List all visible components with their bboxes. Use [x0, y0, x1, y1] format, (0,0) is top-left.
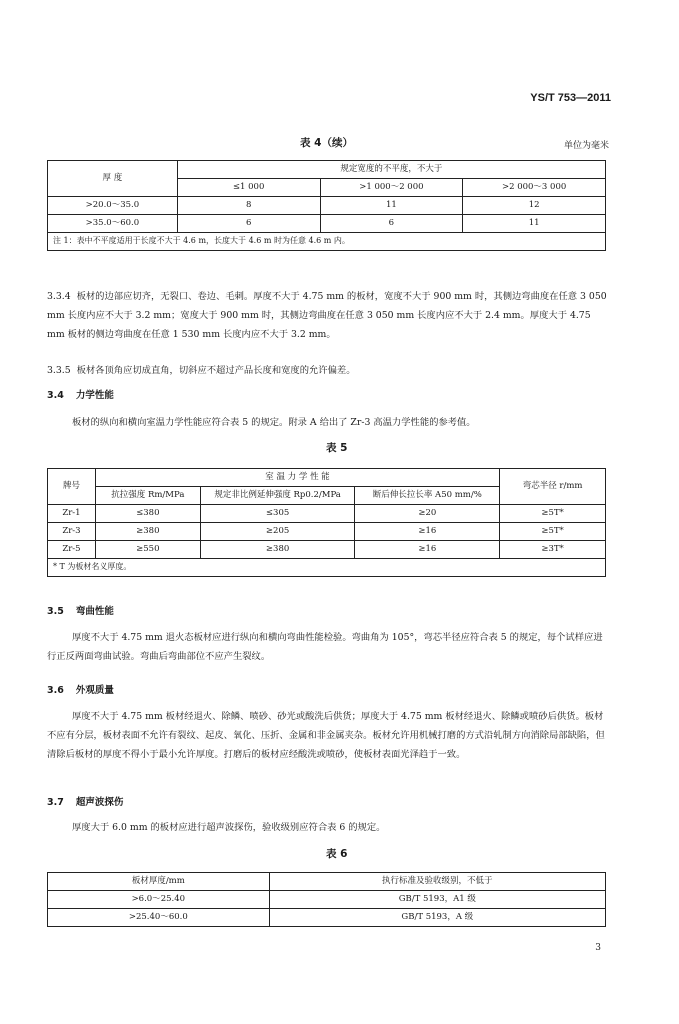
table6-header-col: 板材厚度/mm [48, 873, 270, 891]
table-row [48, 523, 606, 541]
table6-caption: 表 6 [326, 848, 348, 860]
table4-cell: 11 [320, 197, 463, 215]
table4-header-col: ≤1 000 [177, 179, 320, 197]
paragraph-3-3-5 [47, 361, 607, 380]
table6-cell: >25.40～60.0 [48, 909, 270, 927]
table5-cell: ≥5T* [500, 523, 606, 541]
section-number: 3.5 [47, 606, 64, 617]
section-number: 3.7 [47, 797, 64, 808]
standard-number: YS/T 753—2011 [530, 92, 611, 104]
table5-header-col: 断后伸长拉长率 A50 mm/% [355, 487, 500, 505]
section-title: 力学性能 [75, 390, 114, 401]
table5-cell: Zr-3 [48, 523, 96, 541]
table-row [48, 197, 606, 215]
table-row [48, 909, 606, 927]
section-title: 外观质量 [75, 685, 114, 696]
paragraph-text: 板材各顶角应切成直角，切斜应不超过产品长度和宽度的允许偏差。 [76, 365, 356, 376]
table5-cell: ≥3T* [500, 541, 606, 559]
heading-3-7 [47, 794, 123, 808]
table5-cell: ≥16 [355, 523, 500, 541]
table6-cell: GB/T 5193，A 级 [269, 909, 605, 927]
section-number: 3.4 [47, 390, 64, 401]
table-row [48, 891, 606, 909]
table5-header-col: 抗拉强度 Rm/MPa [95, 487, 200, 505]
section-title: 超声波探伤 [75, 797, 124, 808]
paragraph-3-4: 板材的纵向和横向室温力学性能应符合表 5 的规定。附录 A 给出了 Zr-3 高温力学性能的参考值。 [72, 417, 476, 428]
table4-note: 注 1：表中不平度适用于长度不大于 4.6 m，长度大于 4.6 m 时为任意 4.6 m 内。 [48, 233, 606, 251]
table5-cell: ≥205 [200, 523, 355, 541]
table5-cell: ≤380 [95, 505, 200, 523]
table5-header-grade: 牌号 [48, 469, 96, 505]
table4-cell: >35.0～60.0 [48, 215, 178, 233]
table5-header-bend: 弯芯半径 r/mm [500, 469, 606, 505]
table4-cell: >20.0～35.0 [48, 197, 178, 215]
table4-cell: 6 [177, 215, 320, 233]
table6 [47, 872, 606, 927]
section-title: 弯曲性能 [75, 606, 114, 617]
table5-cell: ≥5T* [500, 505, 606, 523]
section-number: 3.3.5 [47, 365, 71, 376]
table5-caption: 表 5 [326, 442, 348, 454]
table-row [48, 505, 606, 523]
table4 [47, 160, 606, 251]
table4-header-thickness: 厚 度 [48, 161, 178, 197]
table4-header-col: >2 000～3 000 [463, 179, 606, 197]
table5-cell: Zr-1 [48, 505, 96, 523]
table4-header-group: 规定宽度的不平度，不大于 [177, 161, 605, 179]
heading-3-6 [47, 682, 114, 696]
paragraph-3-6: 厚度不大于 4.75 mm 板材经退火、除鳞、喷砂、砂光或酸洗后供货；厚度大于 4.75 mm 板材经退火、除鳞或喷砂后供货。板材不应有分层，板材表面不允许有裂纹、起皮、氧化、压折、金属和非金属夹杂。板材允许用机械打磨的方式沿轧制方向消除局部缺陷，但清除后板材的厚度不得小于最小允许厚度。打磨后的板材应经酸洗或喷砂，使板材表面光泽趋于一致。 [47, 711, 605, 760]
table4-cell: 11 [463, 215, 606, 233]
table5-cell: ≥550 [95, 541, 200, 559]
table6-cell: >6.0～25.40 [48, 891, 270, 909]
table6-header-col: 执行标准及验收级别，不低于 [269, 873, 605, 891]
table5-cell: ≥380 [95, 523, 200, 541]
paragraph-3-3-4 [47, 287, 607, 344]
table-row [48, 215, 606, 233]
table4-caption: 表 4（续） [300, 137, 353, 149]
paragraph-3-5: 厚度不大于 4.75 mm 退火态板材应进行纵向和横向弯曲性能检验。弯曲角为 105°，弯芯半径应符合表 5 的规定，每个试样应进行正反两面弯曲试验。弯曲后弯曲部位不应产生裂纹。 [47, 632, 603, 662]
table5-header-col: 规定非比例延伸强度 Rp0.2/MPa [200, 487, 355, 505]
table5-cell: ≥380 [200, 541, 355, 559]
table5 [47, 468, 606, 577]
section-number: 3.6 [47, 685, 64, 696]
table5-cell: Zr-5 [48, 541, 96, 559]
table4-cell: 8 [177, 197, 320, 215]
table4-cell: 6 [320, 215, 463, 233]
paragraph-text: 板材的边部应切齐，无裂口、卷边、毛刺。厚度不大于 4.75 mm 的板材，宽度不大于 900 mm 时，其侧边弯曲度在任意 3 050 mm 长度内应不大于 3.2 mm；宽度大于 900 mm 时，其侧边弯曲度在任意 3 050 mm 长度内应不大于 2.4 mm。厚度大于 4.75 mm 板材的侧边弯曲度在任意 1 530 mm 长度内应不大于 3.2 mm。 [47, 291, 607, 340]
heading-3-5 [47, 603, 114, 617]
table6-cell: GB/T 5193，A1 级 [269, 891, 605, 909]
table4-header-col: >1 000～2 000 [320, 179, 463, 197]
table5-cell: ≤305 [200, 505, 355, 523]
page-number: 3 [595, 943, 601, 953]
table5-cell: ≥20 [355, 505, 500, 523]
table5-header-group: 室 温 力 学 性 能 [95, 469, 499, 487]
table4-cell: 12 [463, 197, 606, 215]
table4-unit: 单位为毫米 [563, 141, 609, 151]
table5-note: * T 为板材名义厚度。 [48, 559, 606, 577]
section-number: 3.3.4 [47, 291, 71, 302]
table5-cell: ≥16 [355, 541, 500, 559]
table-row [48, 541, 606, 559]
heading-3-4 [47, 387, 114, 401]
paragraph-3-7: 厚度大于 6.0 mm 的板材应进行超声波探伤，验收级别应符合表 6 的规定。 [72, 822, 386, 833]
